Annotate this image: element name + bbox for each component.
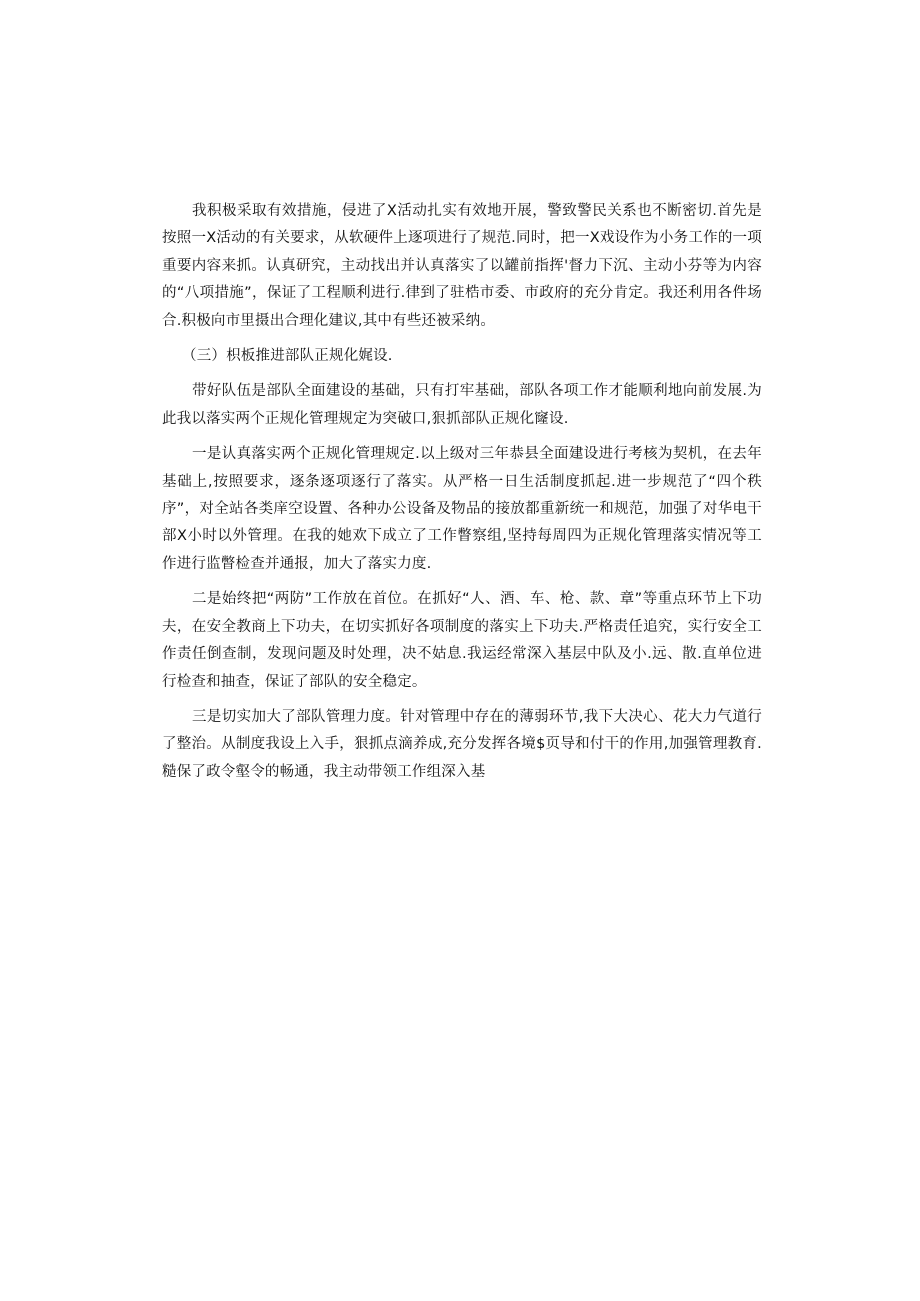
paragraph-point-two: 二是始终把“两防”工作放在首位。在抓好“人、酒、车、枪、款、章”等重点环节上下功夫，在安全教商上下功夫，在切实抓好各项制度的落实上下功夫.严格责任追究，实行安全工作责任倒查制，发现问题及时处理，决不姑息.我运经常深入基层中队及小.远、散.直单位进行检查和抽查，保证了部队的安全稳定。 (162, 591, 762, 690)
paragraph-point-one: 一是认真落实两个正规化管理规定.以上级对三年恭县全面建设进行考核为契机，在去年基础上,按照要求，逐条逐项逐行了落实。从严格一日生活制度抓起.进一步规范了“四个秩序”，对全站各类庠空设置、各种办公设备及物品的接放都重新统一和规范，加强了对华电干部X小时以外管理。在我的她欢下成立了工作瞥察组,坚持每周四为正规化管理落实情况等工作进行监瞥检查并通报，加大了落实力度. (162, 446, 762, 572)
section-heading-three: （三）枳板推进部队正规化娓设. (182, 348, 393, 365)
paragraph-activity-measures: 我积极采取有效措施，侵进了X活动扎实有效地开展，警致警民关系也不断密切.首先是按照一X活动的有关要求，从软硬件上逐项进行了规范.同时，把一X戏设作为小务工作的一项重要内容来抓。认真研究，主动找出并认真落实了以罐前指挥'督力下沉、主动小芬等为内容的“八项措施”，保证了工程顺利进行.律到了驻梏市委、市政府的充分肯定。我还利用各件场合.积极向市里摄出合理化建议,其中有些还被采纳。 (162, 203, 762, 329)
document-body (162, 198, 762, 794)
paragraph-point-three: 三是切实加大了部队管理力度。针对管理中存在的薄弱环节,我下大决心、花大力气道行了整治。从制度我设上入手，狠抓点滴养成,充分发挥各境$页导和付干的作用,加强管理教育.糙保了政令壑令的畅通，我主动带领工作组深入基 (162, 708, 762, 780)
paragraph-team-foundation: 带好队伍是部队全面建设的基础，只有打牢基础，部队各项工作才能顺利地向前发展.为此我以落实两个正规化管理规定为突破口,狠抓部队正规化窿设. (162, 383, 762, 427)
